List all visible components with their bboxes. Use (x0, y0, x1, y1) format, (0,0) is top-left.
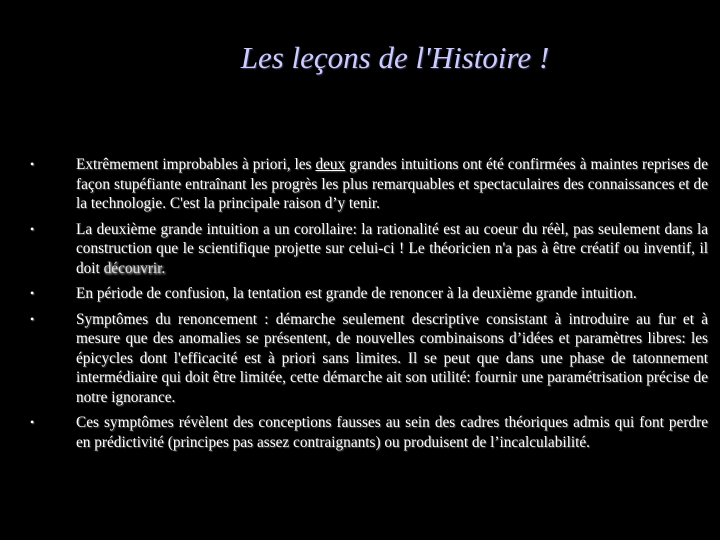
bullet-text: La deuxième grande intuition a un corollaire: la rationalité est au coeur du réèl, pas seulement dans la construction que le scientifique projette sur celui-ci ! Le théoricien n'a pas à être créatif ou inventif, il doit (76, 220, 708, 277)
bullet-text: Ces symptômes révèlent des conceptions fausses au sein des cadres théoriques admis qui font perdre en prédictivité (principes pas assez contraignants) ou produisent de l’incalculabilité. (76, 414, 708, 451)
bullet-item (30, 220, 708, 279)
bullet-dot-icon: • (30, 221, 35, 236)
bullet-dot-icon: • (30, 157, 35, 171)
bullet-item (30, 413, 708, 452)
bullet-dot-icon: • (30, 311, 35, 326)
bullet-list (30, 155, 708, 458)
bullet-dot-icon: • (30, 415, 35, 429)
bullet-emphasis: découvrir. (103, 259, 166, 277)
title-area (0, 0, 720, 100)
bullet-emphasis: deux (315, 156, 346, 173)
bullet-text: Extrêmement improbables à priori, les (76, 156, 316, 173)
bullet-dot-icon: • (30, 286, 35, 300)
slide-title: Les leçons de l'Histoire ! (240, 40, 550, 75)
bullet-item (30, 155, 708, 214)
bullet-text: En période de confusion, la tentation est grande de renoncer à la deuxième grande intuition. (76, 285, 637, 302)
bullet-text-end: grandes intuitions ont été confirmées à maintes reprises de façon stupéfiante entraînant les progrès les plus remarquables et spectaculaires des connaissances et de la technologie. C'est la principale raison d’y tenir. (76, 156, 708, 212)
bullet-item (30, 310, 708, 408)
bullet-item (30, 284, 708, 304)
bullet-text: Symptômes du renoncement : démarche seulement descriptive consistant à introduire au fur et à mesure que des anomalies se présentent, de nouvelles combinaisons d’idées et paramètres libres: les épicycles dont l'efficacité est à priori sans limites. Il se peut que dans une phase de tatonnement intermédiaire qui doit être limitée, cette démarche ait son utilité: fournir une paramétrisation précise de notre ignorance. (76, 310, 708, 406)
